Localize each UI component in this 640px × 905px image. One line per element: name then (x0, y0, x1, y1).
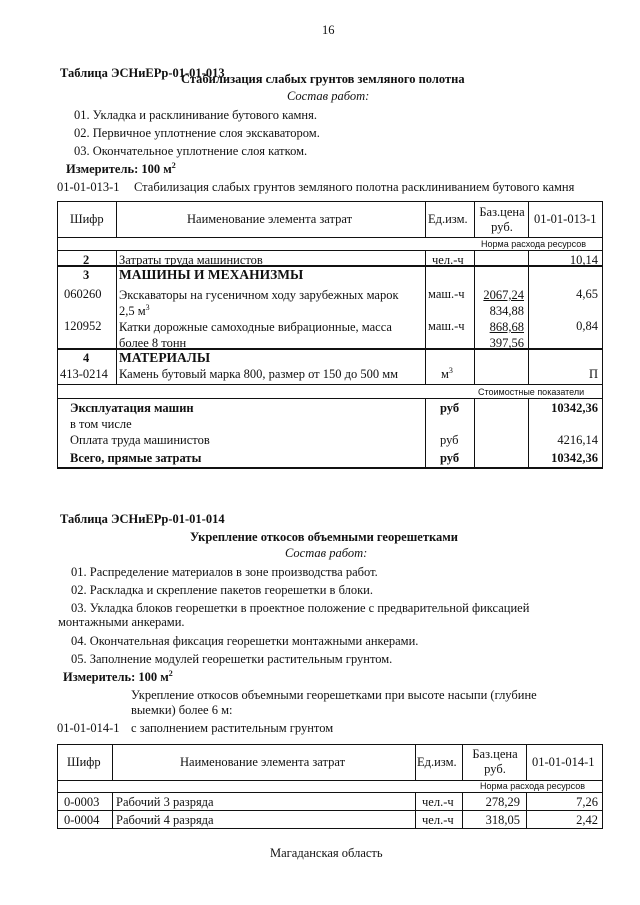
table2-row-name: Рабочий 4 разряда (116, 813, 214, 827)
table2-row-unit: чел.-ч (422, 795, 454, 809)
table2-header-unit: Ед.изм. (417, 755, 457, 769)
table1-summary-label: Оплата труда машинистов (70, 433, 210, 447)
table1-composition-heading: Состав работ: (287, 89, 370, 103)
table2-header-name: Наименование элемента затрат (180, 755, 346, 769)
table1-summary-unit: руб (440, 401, 460, 415)
table2-norm-label: Норма расхода ресурсов (480, 781, 585, 791)
table2-row-price: 278,29 (485, 795, 520, 809)
table1-row-unit: маш.-ч (428, 287, 465, 301)
table2-step-1: 01. Распределение материалов в зоне производства работ. (71, 565, 378, 579)
table1-cost-label: Стоимостные показатели (478, 387, 585, 397)
table1-norm-label: Норма расхода ресурсов (481, 239, 586, 249)
table2-row-value: 7,26 (576, 795, 598, 809)
table1-row-code: 413-0214 (60, 367, 108, 381)
table2-row-value: 2,42 (576, 813, 598, 827)
table1-row-name: Камень бутовый марка 800, размер от 150 до 500 мм (119, 367, 399, 381)
table2-header-price: Баз.цена руб. (472, 747, 518, 776)
table1-row-unit: $м^3$ (441, 365, 453, 381)
table2-step-5: 05. Заполнение модулей георешетки растительным грунтом. (71, 652, 393, 666)
table1-header-column: 01-01-013-1 (534, 212, 597, 226)
table1-measure: Измеритель: 100 $м^2$ (66, 160, 176, 176)
table2-header-column: 01-01-014-1 (532, 755, 595, 769)
table2-subtitle: Укрепление откосов объемными георешетками (190, 530, 458, 544)
table2-row-code: 0-0004 (64, 813, 100, 827)
table1-step-2: 02. Первичное уплотнение слоя экскаватором. (74, 126, 320, 140)
table1-summary-value: 10342,36 (551, 451, 598, 465)
table1-summary-unit: руб (440, 433, 459, 447)
table1-row-value: 0,84 (576, 319, 598, 333)
table1-subtitle: Стабилизация слабых грунтов земляного полотна (181, 72, 465, 86)
table1-header-name: Наименование элемента затрат (187, 212, 353, 226)
table2-step-3-cont: монтажными анкерами. (58, 615, 185, 629)
table1-header-price: Баз.цена руб. (479, 205, 525, 234)
table1-summary-value: 10342,36 (551, 401, 598, 415)
table1-row-unit: чел.-ч (432, 253, 464, 267)
table2-title: Таблица ЭСНиЕРр-01-01-014 (60, 512, 225, 526)
table1-row-name: Затраты труда машинистов (119, 253, 263, 267)
table2-item-code: 01-01-014-1 (57, 721, 120, 735)
table1-section-materials: МАТЕРИАЛЫ (119, 350, 211, 365)
table1-row-price: 2067,24 834,88 (483, 288, 524, 318)
table1-row-value: П (588, 367, 598, 381)
table1-summary-value: 4216,14 (557, 433, 598, 447)
page-number: 16 (322, 23, 335, 37)
table1-summary-label: Всего, прямые затраты (70, 451, 202, 465)
table2-step-3: 03. Укладка блоков георешетки в проектное положение с предварительной фиксацией (71, 601, 530, 615)
table1-item-code: 01-01-013-1 (57, 180, 120, 194)
table1-summary-label: Эксплуатация машин (70, 401, 194, 415)
table2-composition-heading: Состав работ: (285, 546, 368, 560)
table2-item-description: с заполнением растительным грунтом (131, 721, 334, 735)
table1-row-unit: маш.-ч (428, 319, 465, 333)
table2-row-unit: чел.-ч (422, 813, 454, 827)
table1-title: Таблица ЭСНиЕРр-01-01-013 (60, 66, 225, 80)
table2-row-name: Рабочий 3 разряда (116, 795, 214, 809)
table2-measure: Измеритель: 100 $м^2$ (63, 668, 173, 684)
table2-row-code: 0-0003 (64, 795, 100, 809)
table2-step-2: 02. Раскладка и скрепление пакетов георешетки в блоки. (71, 583, 373, 597)
table2-step-4: 04. Окончательная фиксация георешетки монтажными анкерами. (71, 634, 419, 648)
table1-summary-unit: руб (440, 451, 460, 465)
table1-step-3: 03. Окончательное уплотнение слоя катком. (74, 144, 308, 158)
table1-section-machines: МАШИНЫ И МЕХАНИЗМЫ (119, 267, 304, 282)
table1-header-unit: Ед.изм. (428, 212, 468, 226)
table1-row-name: Экскаваторы на гусеничном ходу зарубежных марок 2,5 $м^3$ (119, 288, 399, 318)
table1-header-code: Шифр (70, 212, 104, 226)
table1-row-code: 060260 (64, 287, 102, 301)
table1-row-name: Катки дорожные самоходные вибрационные, масса более 8 тонн (119, 320, 392, 350)
table2-row-price: 318,05 (485, 813, 520, 827)
table1-row-price: 868,68 397,56 (489, 320, 524, 350)
table1-step-1: 01. Укладка и расклинивание бутового камня. (74, 108, 317, 122)
table1-row-value: 4,65 (576, 287, 598, 301)
table1-row-code: 120952 (64, 319, 102, 333)
table2-group-description-cont: выемки) более 6 м: (131, 703, 233, 717)
table1-item-description: Стабилизация слабых грунтов земляного полотна расклиниванием бутового камня (134, 180, 575, 194)
table2-header-code: Шифр (67, 755, 101, 769)
page-footer: Магаданская область (270, 846, 383, 860)
table1-row-code: 2 (83, 253, 90, 267)
table1-row-value: 10,14 (569, 253, 598, 267)
table2-group-description: Укрепление откосов объемными георешетками при высоте насыпи (глубине (131, 688, 537, 702)
table1-section-code: 3 (83, 268, 90, 282)
table1-section-code: 4 (83, 351, 90, 365)
table1-summary-label: в том числе (70, 417, 132, 431)
